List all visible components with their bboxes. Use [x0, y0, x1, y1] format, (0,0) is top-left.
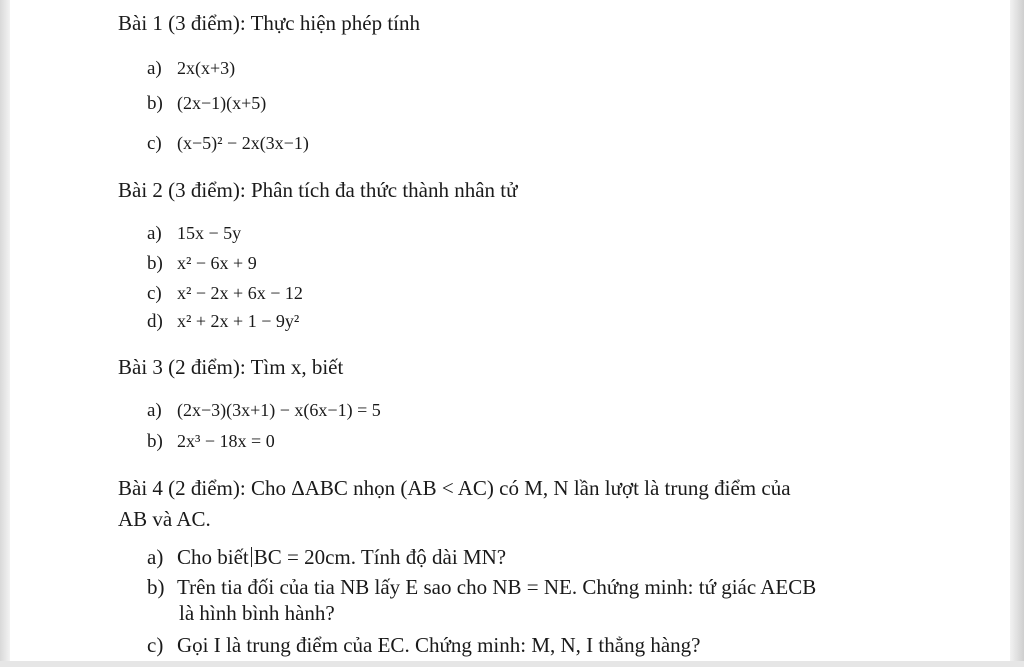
item-label: b) [147, 431, 163, 452]
window-left-edge [0, 0, 10, 667]
text-cursor [251, 547, 252, 567]
item-expression: (2x−1)(x+5) [177, 93, 267, 113]
item-label: b) [147, 93, 163, 114]
item-expression: (x−5)² − 2x(3x−1) [177, 133, 309, 153]
bai1-item-b [147, 90, 266, 117]
bai2-heading: Bài 2 (3 điểm): Phân tích đa thức thành nhân tử [118, 178, 518, 202]
item-label: b) [147, 253, 163, 274]
bai2-item-a [147, 220, 241, 247]
item-expression: x² − 2x + 6x − 12 [177, 283, 303, 303]
document-page [10, 0, 1010, 661]
bai4-item-a [147, 544, 506, 570]
item-expression: x² + 2x + 1 − 9y² [177, 311, 300, 331]
item-text: Cho biết [177, 545, 249, 569]
item-text-rest: BC = 20cm. Tính độ dài MN? [253, 545, 507, 569]
bai4-item-b-continued: là hình bình hành? [179, 601, 335, 625]
item-expression: 2x³ − 18x = 0 [177, 431, 275, 451]
bai4-item-c [147, 632, 700, 658]
window-right-edge [1010, 0, 1024, 667]
item-expression: 2x(x+3) [177, 58, 236, 78]
item-expression: 15x − 5y [177, 223, 242, 243]
item-label: a) [147, 58, 162, 79]
item-text: Gọi I là trung điểm của EC. Chứng minh: M, N, I thẳng hàng? [177, 633, 701, 657]
item-label: a) [147, 400, 162, 421]
bai2-item-c [147, 280, 303, 307]
item-text: Trên tia đối của tia NB lấy E sao cho NB = NE. Chứng minh: tứ giác AECB [177, 575, 817, 599]
bai1-item-c [147, 130, 309, 157]
item-label: a) [147, 545, 164, 569]
bai3-heading: Bài 3 (2 điểm): Tìm x, biết [118, 355, 344, 379]
item-label: c) [147, 633, 164, 657]
item-label: d) [147, 311, 163, 332]
bai4-heading-continued: AB và AC. [118, 507, 211, 531]
item-expression: x² − 6x + 9 [177, 253, 257, 273]
window-bottom-edge [0, 661, 1024, 667]
bai1-item-a [147, 55, 235, 82]
item-label: b) [147, 575, 165, 599]
item-label: c) [147, 133, 162, 154]
item-expression: (2x−3)(3x+1) − x(6x−1) = 5 [177, 400, 381, 420]
bai1-heading: Bài 1 (3 điểm): Thực hiện phép tính [118, 11, 421, 35]
item-label: a) [147, 223, 162, 244]
bai2-item-d [147, 308, 299, 335]
bai4-item-b [147, 574, 816, 600]
bai3-item-b [147, 428, 275, 455]
item-label: c) [147, 283, 162, 304]
bai3-item-a [147, 397, 381, 424]
bai2-item-b [147, 250, 257, 277]
bai4-heading: Bài 4 (2 điểm): Cho ΔABC nhọn (AB < AC) có M, N lần lượt là trung điểm của [118, 476, 791, 500]
